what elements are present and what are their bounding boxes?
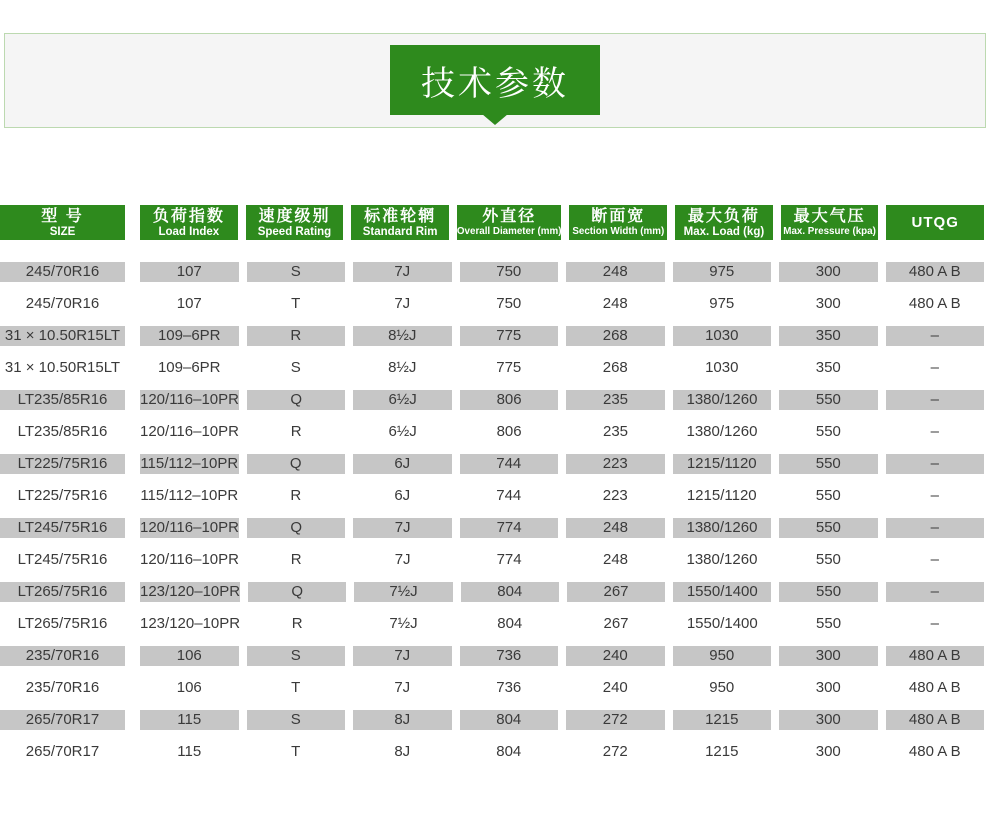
table-cell: 245/70R16 — [25, 295, 100, 312]
table-cell: 6½J — [388, 423, 417, 440]
table-cell: 1550/1400 — [686, 615, 758, 632]
table-cell: S — [247, 646, 346, 666]
table-cell: 245/70R16 — [0, 262, 125, 282]
column-header-overall-diameter-mm — [457, 205, 562, 240]
table-cell: 115 — [140, 710, 239, 730]
column-header-zh: 外直径 — [482, 207, 537, 225]
table-cell: 267 — [603, 615, 629, 632]
table-cell: – — [930, 359, 939, 376]
table-cell: 480 A B — [886, 262, 985, 282]
table-cell: 1380/1260 — [686, 551, 758, 568]
table-cell: 248 — [603, 551, 629, 568]
table-cell: 750 — [496, 295, 522, 312]
table-cell: LT245/75R16 — [0, 518, 125, 538]
table-cell: 268 — [566, 326, 665, 346]
table-cell: 120/116–10PR — [140, 391, 239, 408]
table-cell: 1215/1120 — [673, 454, 772, 474]
table-cell: 744 — [460, 454, 559, 474]
table-cell: 248 — [566, 518, 664, 538]
table-cell: 235/70R16 — [25, 679, 100, 696]
table-cell: 272 — [566, 710, 665, 730]
table-cell: R — [247, 326, 346, 346]
table-cell: R — [290, 551, 302, 568]
table-cell: 975 — [673, 262, 772, 282]
section-title: 技术参数 — [390, 45, 600, 115]
title-pointer-triangle — [482, 114, 508, 125]
table-cell: 235 — [566, 390, 664, 410]
table-cell: 265/70R17 — [25, 743, 100, 760]
table-cell: 120/116–10PR — [140, 423, 239, 440]
column-header-en: Speed Rating — [257, 225, 332, 238]
table-cell: 7J — [353, 646, 452, 666]
table-cell: 300 — [815, 743, 841, 760]
column-header-zh: 最大负荷 — [687, 207, 760, 225]
table-row — [0, 352, 984, 384]
table-cell: 31 × 10.50R15LT — [0, 326, 125, 346]
table-cell: Q — [247, 454, 346, 474]
table-cell: 1030 — [705, 359, 739, 376]
table-row — [0, 384, 984, 416]
table-cell: 6½J — [353, 390, 451, 410]
table-cell: 300 — [779, 646, 878, 666]
table-cell: LT225/75R16 — [17, 487, 108, 504]
table-cell: 115 — [177, 743, 202, 760]
table-cell: 480 A B — [886, 646, 985, 666]
table-cell: Q — [248, 582, 346, 602]
spec-table-body — [0, 256, 990, 768]
table-cell: 1550/1400 — [673, 582, 771, 602]
table-cell: LT245/75R16 — [17, 551, 108, 568]
table-cell: 8J — [353, 710, 452, 730]
table-cell: 7J — [394, 295, 411, 312]
table-cell: 774 — [460, 518, 558, 538]
table-cell: R — [291, 615, 303, 632]
table-cell: 806 — [460, 390, 558, 410]
column-header-max-load-kg — [675, 205, 773, 240]
table-cell: 775 — [460, 326, 559, 346]
table-cell: 240 — [566, 646, 665, 666]
table-cell: 550 — [779, 454, 878, 474]
table-cell: LT225/75R16 — [0, 454, 125, 474]
table-cell: LT265/75R16 — [17, 615, 108, 632]
table-cell: – — [886, 582, 984, 602]
table-cell: 300 — [779, 710, 878, 730]
table-cell: LT265/75R16 — [0, 582, 125, 602]
table-cell: 480 A B — [886, 710, 985, 730]
column-header-utqg — [886, 205, 984, 240]
table-row — [0, 640, 984, 672]
table-cell: 107 — [140, 262, 239, 282]
table-cell: 109–6PR — [140, 326, 239, 346]
table-cell: 804 — [497, 615, 523, 632]
table-cell: 1380/1260 — [673, 518, 771, 538]
table-cell: 350 — [815, 359, 841, 376]
column-header-zh: 标准轮辋 — [364, 207, 437, 225]
column-header-en: UTQG — [911, 213, 959, 231]
table-cell: 7½J — [389, 615, 418, 632]
table-cell: LT235/85R16 — [17, 423, 108, 440]
table-cell: 8J — [394, 743, 411, 760]
table-cell: 115/112–10PR — [140, 487, 239, 504]
table-cell: 480 A B — [908, 679, 961, 696]
table-cell: – — [930, 615, 939, 632]
table-cell: 123/120–10PR — [140, 615, 241, 632]
table-cell: 7J — [353, 518, 451, 538]
table-cell: T — [291, 743, 301, 760]
table-cell: 550 — [779, 582, 877, 602]
table-cell: 7J — [394, 551, 411, 568]
column-header-en: Overall Diameter (mm) — [456, 225, 562, 237]
table-cell: LT235/85R16 — [0, 390, 125, 410]
table-cell: 550 — [815, 487, 841, 504]
table-cell: 240 — [602, 679, 628, 696]
table-cell: 1215/1120 — [686, 487, 757, 504]
table-cell: 272 — [602, 743, 628, 760]
table-cell: 804 — [496, 743, 522, 760]
table-row — [0, 416, 984, 448]
table-cell: 123/120–10PR — [140, 583, 241, 600]
table-cell: 265/70R17 — [0, 710, 125, 730]
table-row — [0, 480, 984, 512]
column-header-size — [0, 205, 125, 240]
column-header-zh: 负荷指数 — [152, 207, 225, 225]
column-header-en: Section Width (mm) — [572, 225, 665, 237]
table-cell: 6J — [394, 487, 411, 504]
column-header-standard-rim — [351, 205, 449, 240]
table-cell: 31 × 10.50R15LT — [4, 359, 121, 376]
table-cell: – — [886, 518, 984, 538]
table-cell: S — [247, 710, 346, 730]
table-cell: 744 — [496, 487, 522, 504]
table-cell: 300 — [815, 295, 841, 312]
table-cell: 950 — [709, 679, 735, 696]
table-cell: 750 — [460, 262, 559, 282]
table-row — [0, 544, 984, 576]
column-header-max-pressure-kpa — [781, 205, 879, 240]
table-cell: 107 — [176, 295, 202, 312]
table-cell: 550 — [816, 615, 842, 632]
table-row — [0, 256, 984, 288]
table-cell: 804 — [460, 710, 559, 730]
table-cell: 350 — [779, 326, 878, 346]
table-cell: 950 — [673, 646, 772, 666]
table-cell: 804 — [461, 582, 559, 602]
table-cell: 268 — [602, 359, 628, 376]
table-cell: 267 — [567, 582, 665, 602]
table-row — [0, 448, 984, 480]
table-cell: 120/116–10PR — [140, 551, 239, 568]
table-cell: 1380/1260 — [686, 423, 758, 440]
table-cell: – — [886, 326, 985, 346]
table-cell: 109–6PR — [157, 359, 221, 376]
table-row — [0, 512, 984, 544]
table-cell: 8½J — [353, 326, 452, 346]
column-header-speed-rating — [246, 205, 344, 240]
table-cell: 106 — [176, 679, 202, 696]
column-header-en: Max. Load (kg) — [683, 225, 765, 238]
table-cell: 550 — [779, 390, 877, 410]
table-cell: 7½J — [354, 582, 452, 602]
table-cell: 550 — [815, 423, 841, 440]
table-cell: – — [886, 454, 985, 474]
table-cell: 550 — [779, 518, 877, 538]
table-cell: 223 — [602, 487, 628, 504]
table-row — [0, 736, 984, 768]
table-cell: 736 — [496, 679, 522, 696]
table-row — [0, 320, 984, 352]
column-header-load-index — [140, 205, 238, 240]
column-header-zh: 型 号 — [41, 207, 84, 225]
table-cell: 300 — [815, 679, 841, 696]
spec-table-header — [0, 205, 990, 240]
table-cell: 115/112–10PR — [140, 455, 239, 472]
table-cell: S — [290, 359, 301, 376]
table-cell: 775 — [496, 359, 522, 376]
table-row — [0, 608, 984, 640]
table-cell: – — [930, 487, 939, 504]
table-cell: 7J — [394, 679, 411, 696]
table-cell: 300 — [779, 262, 878, 282]
table-cell: 7J — [353, 262, 452, 282]
table-cell: 806 — [496, 423, 522, 440]
table-cell: 223 — [566, 454, 665, 474]
table-cell: 6J — [353, 454, 452, 474]
table-cell: R — [290, 487, 302, 504]
table-cell: 1030 — [673, 326, 772, 346]
table-cell: Q — [247, 518, 345, 538]
table-cell: – — [886, 390, 984, 410]
table-cell: Q — [247, 390, 345, 410]
table-cell: 248 — [602, 295, 628, 312]
table-cell: 975 — [709, 295, 735, 312]
column-header-zh: 断面宽 — [591, 207, 646, 225]
table-cell: 106 — [140, 646, 239, 666]
table-cell: – — [930, 551, 939, 568]
table-cell: 1215 — [705, 743, 739, 760]
table-cell: 248 — [566, 262, 665, 282]
table-cell: 235 — [603, 423, 629, 440]
table-cell: 480 A B — [908, 743, 961, 760]
table-row — [0, 288, 984, 320]
table-cell: T — [291, 295, 301, 312]
table-cell: S — [247, 262, 346, 282]
column-header-en: SIZE — [49, 225, 76, 238]
table-cell: 774 — [496, 551, 522, 568]
table-cell: 480 A B — [908, 295, 961, 312]
table-cell: – — [930, 423, 939, 440]
column-header-zh: 最大气压 — [793, 207, 866, 225]
table-cell: 235/70R16 — [0, 646, 125, 666]
column-header-en: Load Index — [158, 225, 220, 238]
table-cell: 736 — [460, 646, 559, 666]
table-row — [0, 576, 984, 608]
table-cell: R — [290, 423, 302, 440]
column-header-en: Max. Pressure (kpa) — [783, 225, 876, 237]
column-header-zh: 速度级别 — [258, 207, 331, 225]
table-row — [0, 672, 984, 704]
spec-table — [0, 205, 990, 768]
column-header-en: Standard Rim — [362, 225, 438, 238]
table-cell: 120/116–10PR — [140, 519, 239, 536]
table-cell: 8½J — [388, 359, 417, 376]
table-cell: 1215 — [673, 710, 772, 730]
table-row — [0, 704, 984, 736]
column-header-section-width-mm — [569, 205, 667, 240]
table-cell: T — [291, 679, 301, 696]
table-cell: 1380/1260 — [673, 390, 771, 410]
table-cell: 550 — [815, 551, 841, 568]
